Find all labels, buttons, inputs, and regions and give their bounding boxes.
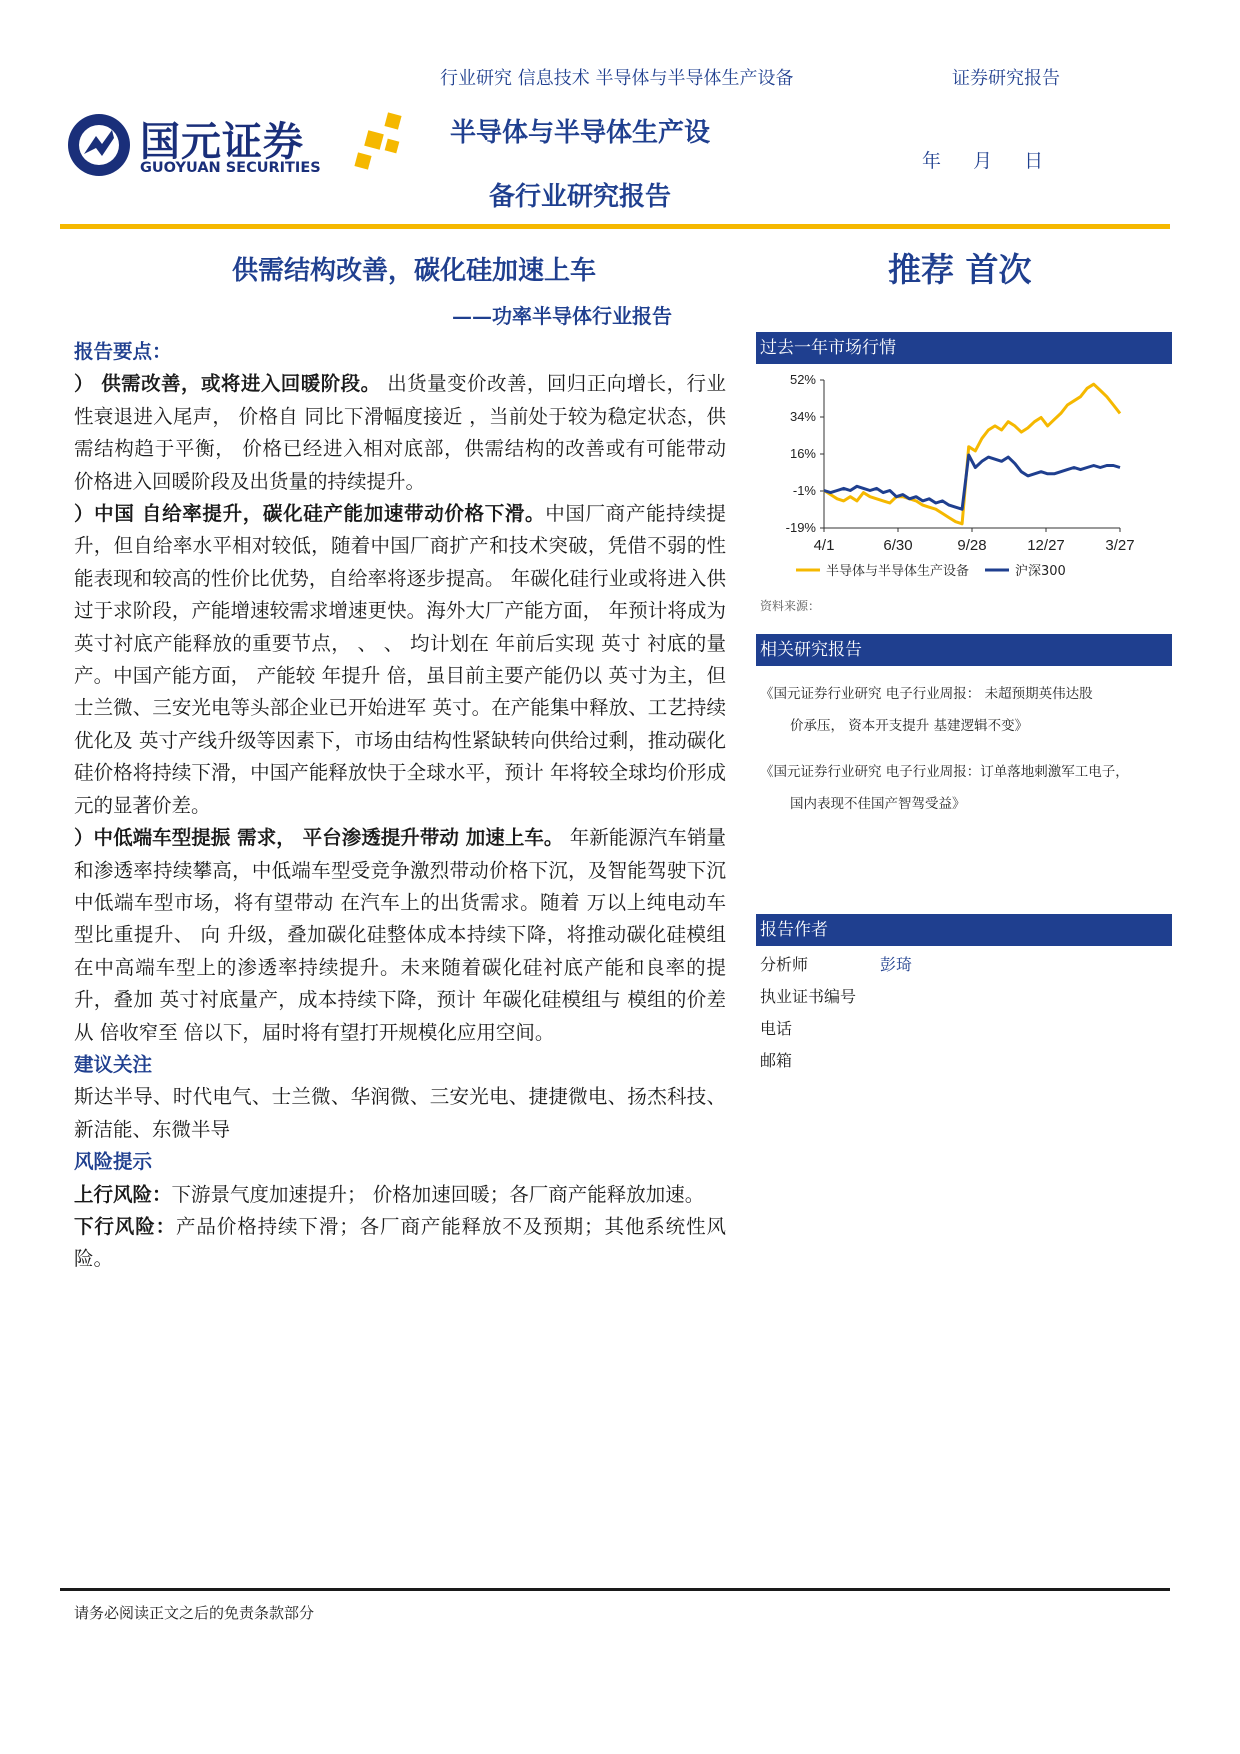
x-tick-label: 3/27: [1105, 537, 1135, 554]
market-section-header: 过去一年市场行情: [756, 332, 1172, 364]
header-divider: [60, 224, 1170, 229]
x-tick-label: 6/30: [883, 537, 913, 554]
company-logo: [66, 110, 416, 182]
summary-column: [74, 336, 726, 1276]
suggest-text: 斯达半导、时代电气、士兰微、华润微、三安光电、捷捷微电、扬杰科技、新洁能、东微半导: [74, 1085, 726, 1141]
market-chart: [756, 368, 1172, 588]
related-report-1: 《国元证券行业研究 电子行业周报： 未超预期英伟达股 价承压， 资本开支提升 基建逻辑不变》: [760, 686, 1093, 734]
summary-point-1: ） 供需改善，或将进入回暖阶段。 出货量变价改善，回归正向增长，行业性衰退进入尾声， 价格自 同比下滑幅度接近 ，当前处于较为稳定状态，供需结构趋于平衡， 价格已经进入相对底部，供需结构的改善或有可能带动 价格进入回暖阶段及出货量的持续提升。: [74, 372, 726, 493]
rating: 推荐 首次: [888, 250, 1032, 289]
x-tick-label: 12/27: [1027, 537, 1065, 554]
email-label: 邮箱: [760, 1051, 793, 1070]
disclaimer: 请务必阅读正文之后的免责条款部分: [74, 1604, 315, 1622]
y-tick-label: -19%: [785, 520, 816, 535]
logo-emblem-icon: [66, 112, 132, 178]
license-label: 执业证书编号: [760, 987, 857, 1006]
industry-title-line2: 备行业研究报告: [488, 182, 671, 212]
x-tick-label: 4/1: [813, 537, 835, 554]
related-section-header: 相关研究报告: [756, 634, 1172, 666]
date-month: 月: [973, 150, 993, 172]
summary-point-3: ）中低端车型提振 需求， 平台渗透提升带动 加速上车。 年新能源汽车销量和渗透率持续攀高，中低端车型受竞争激烈带动价格下沉，及智能驾驶下沉中低端车型市场，将有望带动 在汽车上的出货需求。随着 万以上纯电动车型比重提升、 向 升级，叠加碳化硅整体成本持续下降，将推动碳化硅模组在中高端车型上的渗透率持续提升。未来随着碳化硅衬底产能和良率的提升，叠加 英寸衬底量产，成本持续下降，预计 年碳化硅模组与 模组的价差从 倍收窄至 倍以下，届时将有望打开规模化应用空间。: [74, 826, 726, 1044]
y-tick-label: 16%: [789, 446, 816, 461]
report-date: [922, 146, 1069, 173]
footer-divider: [60, 1588, 1170, 1591]
analyst-label: 分析师: [760, 955, 809, 974]
series-line-1: [824, 384, 1120, 524]
x-tick-label: 9/28: [957, 537, 987, 554]
analyst-name: 彭琦: [880, 955, 913, 974]
suggest-heading: 建议关注: [74, 1052, 153, 1076]
date-day: 日: [1024, 150, 1044, 172]
report-subtitle: ——功率半导体行业报告: [452, 304, 672, 328]
y-tick-label: 52%: [789, 372, 816, 387]
date-year: 年: [922, 150, 942, 172]
header-categories: 行业研究 信息技术 半导体与半导体生产设备: [440, 68, 794, 89]
phone-label: 电话: [760, 1019, 793, 1038]
risk-up: 上行风险：下游景气度加速提升； 价格加速回暖；各厂商产能释放加速。: [74, 1182, 705, 1206]
logo-text-en: GUOYUAN SECURITIES: [140, 160, 321, 176]
related-report-2: 《国元证券行业研究 电子行业周报：订单落地刺激军工电子， 国内表现不佳国产智驾受益》: [760, 764, 1129, 812]
y-tick-label: 34%: [789, 409, 816, 424]
y-tick-label: -1%: [792, 483, 816, 498]
summary-heading: 报告要点：: [74, 340, 172, 363]
risk-heading: 风险提示: [74, 1150, 153, 1174]
report-type: 证券研究报告: [952, 68, 1060, 89]
legend-label-1: 半导体与半导体生产设备: [826, 564, 970, 579]
logo-stars-icon: [352, 110, 412, 172]
chart-source: 资料来源：: [760, 599, 821, 613]
author-section-header: 报告作者: [756, 914, 1172, 946]
series-line-2: [824, 455, 1120, 509]
industry-title-line1: 半导体与半导体生产设: [449, 118, 710, 148]
report-title: 供需结构改善，碳化硅加速上车: [232, 256, 597, 286]
risk-down: 下行风险：产品价格持续下滑；各厂商产能释放不及预期；其他系统性风险。: [74, 1214, 726, 1271]
logo-text-cn: 国元证券: [140, 119, 304, 165]
summary-point-2: ）中国 自给率提升，碳化硅产能加速带动价格下滑。中国厂商产能持续提升，但自给率水平相对较低，随着中国厂商扩产和技术突破，凭借不弱的性能表现和较高的性价比优势，自给率将逐步提高。 年碳化硅行业或将进入供过于求阶段，产能增速较需求增速更快。海外大厂产能方面， 年预计将成为 英寸衬底产能释放的重要节点， 、 、 均计划在 年前后实现 英寸 衬底的量产。中国产能方面， 产能较 年提升 倍，虽目前主要产能仍以 英寸为主，但士兰微、三安光电等头部企业已开始进军 英寸。在产能集中释放、工艺持续优化及 英寸产线升级等因素下，市场由结构性紧缺转向供给过剩，推动碳化硅价格将持续下滑，中国产能释放快于全球水平，预计 年将较全球均价形成 元的显著价差。: [74, 502, 726, 817]
legend-label-2: 沪深300: [1015, 564, 1066, 579]
